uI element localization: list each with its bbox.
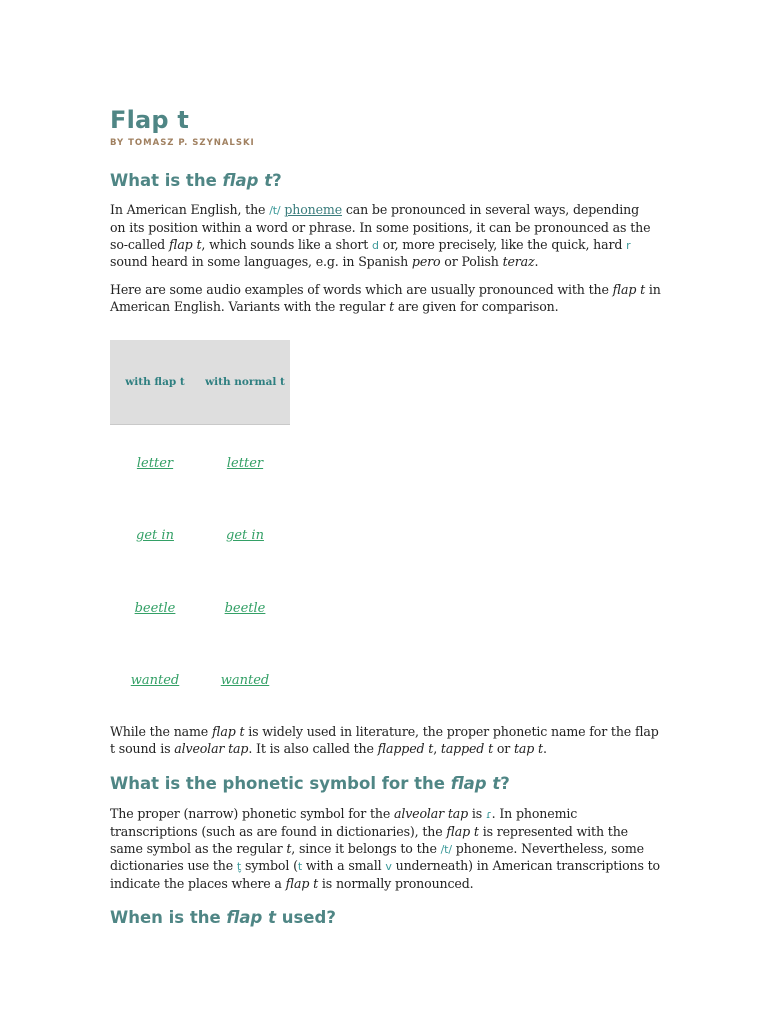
ipa-v: v xyxy=(385,860,392,874)
col-header-flap: with flap t xyxy=(110,340,200,425)
section-heading-what-is: What is the flap t? xyxy=(110,171,282,190)
byline: BY TOMASZ P. SZYNALSKI xyxy=(110,138,255,148)
section-heading-when-used: When is the flap t used? xyxy=(110,908,336,927)
examples-intro-paragraph: Here are some audio examples of words which are usually pronounced with the flap t in American English. Variants with the regular t are given for comparison. xyxy=(110,282,661,314)
audio-link-letter-flap[interactable]: letter xyxy=(136,455,174,471)
table-row xyxy=(110,498,290,571)
alveolar-tap-paragraph: While the name flap t is widely used in literature, the proper phonetic name for the flap t sound is alveolar tap. It is also called the flapped t, tapped t or tap t. xyxy=(110,724,659,756)
ipa-t: /t/ xyxy=(269,204,281,217)
ipa-t: t xyxy=(297,860,303,874)
ipa-d: d xyxy=(371,238,379,252)
article xyxy=(110,104,661,927)
audio-link-wanted-normal[interactable]: wanted xyxy=(220,673,270,689)
audio-link-wanted-flap[interactable]: wanted xyxy=(130,673,180,689)
table-row xyxy=(110,643,290,716)
ipa-t: /t/ xyxy=(440,842,452,856)
ipa-t-voiced: t̬ xyxy=(236,860,242,874)
audio-examples-table xyxy=(110,340,290,715)
audio-link-get-in-flap[interactable]: get in xyxy=(136,528,174,544)
phoneme-link[interactable]: phoneme xyxy=(284,202,342,217)
audio-link-beetle-flap[interactable]: beetle xyxy=(134,600,176,616)
ipa-r: r xyxy=(626,238,631,252)
col-header-normal: with normal t xyxy=(200,340,290,425)
phonetic-symbol-paragraph: The proper (narrow) phonetic symbol for the alveolar tap is ɾ. In phonemic transcriptions (such as are found in dictionaries), the flap t is represented with the same symbol as the regular t, since it belongs to the /t/ phoneme. Nevertheless, some dictionaries use the t̬ symbol (t with a small v underneath) in American transcriptions to indicate the places where a flap t is normally pronounced. xyxy=(110,806,660,892)
audio-link-get-in-normal[interactable]: get in xyxy=(226,528,264,544)
table-row xyxy=(110,570,290,643)
table-row xyxy=(110,425,290,498)
section-heading-phonetic-symbol: What is the phonetic symbol for the flap t? xyxy=(110,774,510,793)
page-title: Flap t xyxy=(110,106,190,134)
intro-paragraph: In American English, the /t/ phoneme can be pronounced in several ways, depending on its position within a word or phrase. In some positions, it can be pronounced as the so-called flap t, which sounds like a short d or, more precisely, like the quick, hard r sound heard in some languages, e.g. in Spanish pero or Polish teraz. xyxy=(110,202,651,270)
ipa-tap: ɾ xyxy=(485,808,492,821)
table-header-row xyxy=(110,340,290,425)
audio-link-beetle-normal[interactable]: beetle xyxy=(224,600,266,616)
audio-link-letter-normal[interactable]: letter xyxy=(226,455,264,471)
